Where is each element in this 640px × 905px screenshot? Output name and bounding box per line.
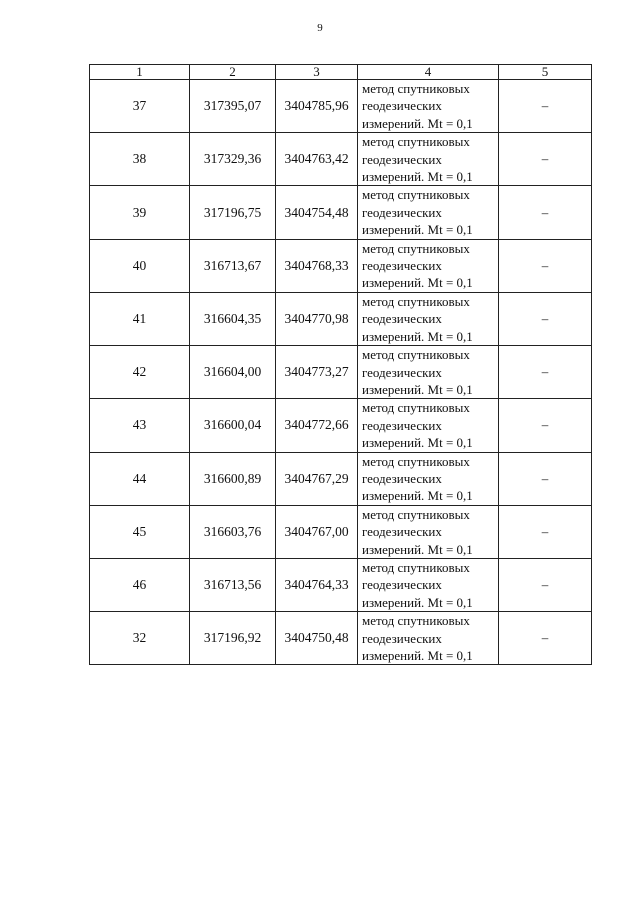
method-line-2: геодезических: [362, 364, 442, 380]
method-line-2: геодезических: [362, 151, 442, 167]
table-row: [90, 558, 592, 611]
method-cell: [358, 186, 499, 239]
x-coordinate-cell: 317395,07: [190, 80, 276, 133]
method-line-2: геодезических: [362, 258, 442, 274]
method-cell: [358, 558, 499, 611]
point-number-cell: 39: [90, 186, 190, 239]
method-line-2: геодезических: [362, 204, 442, 220]
table-body: [90, 80, 592, 665]
method-line-1: метод спутниковых: [362, 134, 470, 150]
point-number-cell: 43: [90, 399, 190, 452]
method-line-2: геодезических: [362, 577, 442, 593]
y-coordinate-cell: 3404754,48: [276, 186, 358, 239]
page-number: 9: [317, 22, 323, 34]
method-cell: [358, 505, 499, 558]
method-line-2: геодезических: [362, 524, 442, 540]
method-line-2: геодезических: [362, 98, 442, 114]
note-cell: –: [499, 346, 592, 399]
method-cell: [358, 80, 499, 133]
point-number-cell: 37: [90, 80, 190, 133]
point-number-cell: 45: [90, 505, 190, 558]
x-coordinate-cell: 316600,04: [190, 399, 276, 452]
note-cell: –: [499, 292, 592, 345]
point-number-cell: 38: [90, 133, 190, 186]
method-line-1: метод спутниковых: [362, 240, 470, 256]
method-line-2: геодезических: [362, 417, 442, 433]
x-coordinate-cell: 316600,89: [190, 452, 276, 505]
method-line-1: метод спутниковых: [362, 187, 470, 203]
method-line-2: геодезических: [362, 630, 442, 646]
header-col-1: 1: [90, 65, 190, 80]
table-row: [90, 186, 592, 239]
method-line-1: метод спутниковых: [362, 506, 470, 522]
point-number-cell: 32: [90, 612, 190, 665]
x-coordinate-cell: 317329,36: [190, 133, 276, 186]
x-coordinate-cell: 316604,35: [190, 292, 276, 345]
note-cell: –: [499, 399, 592, 452]
coordinates-table: [89, 64, 592, 665]
method-line-2: геодезических: [362, 470, 442, 486]
method-line-1: метод спутниковых: [362, 81, 470, 96]
note-cell: –: [499, 186, 592, 239]
x-coordinate-cell: 316713,56: [190, 558, 276, 611]
method-line-3: измерений. Mt = 0,1: [362, 222, 473, 238]
y-coordinate-cell: 3404767,00: [276, 505, 358, 558]
table-row: [90, 612, 592, 665]
table-row: [90, 399, 592, 452]
method-line-1: метод спутниковых: [362, 347, 470, 363]
note-cell: –: [499, 452, 592, 505]
method-line-3: измерений. Mt = 0,1: [362, 541, 473, 557]
table-row: [90, 80, 592, 133]
note-cell: –: [499, 80, 592, 133]
x-coordinate-cell: 316713,67: [190, 239, 276, 292]
method-line-3: измерений. Mt = 0,1: [362, 275, 473, 291]
method-cell: [358, 239, 499, 292]
x-coordinate-cell: 317196,75: [190, 186, 276, 239]
method-line-3: измерений. Mt = 0,1: [362, 488, 473, 504]
note-cell: –: [499, 133, 592, 186]
point-number-cell: 41: [90, 292, 190, 345]
point-number-cell: 42: [90, 346, 190, 399]
y-coordinate-cell: 3404767,29: [276, 452, 358, 505]
method-cell: [358, 346, 499, 399]
y-coordinate-cell: 3404773,27: [276, 346, 358, 399]
table-row: [90, 505, 592, 558]
header-col-4: 4: [358, 65, 499, 80]
table-row: [90, 346, 592, 399]
y-coordinate-cell: 3404772,66: [276, 399, 358, 452]
table-header: [90, 65, 592, 80]
point-number-cell: 44: [90, 452, 190, 505]
note-cell: –: [499, 612, 592, 665]
y-coordinate-cell: 3404763,42: [276, 133, 358, 186]
point-number-cell: 40: [90, 239, 190, 292]
method-line-1: метод спутниковых: [362, 293, 470, 309]
method-line-3: измерений. Mt = 0,1: [362, 435, 473, 451]
method-cell: [358, 399, 499, 452]
header-col-5: 5: [499, 65, 592, 80]
x-coordinate-cell: 316603,76: [190, 505, 276, 558]
y-coordinate-cell: 3404768,33: [276, 239, 358, 292]
method-line-1: метод спутниковых: [362, 613, 470, 629]
method-cell: [358, 292, 499, 345]
header-row: [90, 65, 592, 80]
method-line-3: измерений. Mt = 0,1: [362, 328, 473, 344]
y-coordinate-cell: 3404785,96: [276, 80, 358, 133]
header-col-2: 2: [190, 65, 276, 80]
method-line-1: метод спутниковых: [362, 559, 470, 575]
point-number-cell: 46: [90, 558, 190, 611]
note-cell: –: [499, 558, 592, 611]
method-line-3: измерений. Mt = 0,1: [362, 648, 473, 663]
x-coordinate-cell: 316604,00: [190, 346, 276, 399]
y-coordinate-cell: 3404770,98: [276, 292, 358, 345]
method-cell: [358, 612, 499, 665]
y-coordinate-cell: 3404750,48: [276, 612, 358, 665]
method-line-3: измерений. Mt = 0,1: [362, 594, 473, 610]
method-line-3: измерений. Mt = 0,1: [362, 381, 473, 397]
y-coordinate-cell: 3404764,33: [276, 558, 358, 611]
method-cell: [358, 133, 499, 186]
method-cell: [358, 452, 499, 505]
header-col-3: 3: [276, 65, 358, 80]
table-row: [90, 239, 592, 292]
x-coordinate-cell: 317196,92: [190, 612, 276, 665]
table-row: [90, 452, 592, 505]
table-row: [90, 292, 592, 345]
method-line-3: измерений. Mt = 0,1: [362, 169, 473, 185]
method-line-1: метод спутниковых: [362, 400, 470, 416]
note-cell: –: [499, 505, 592, 558]
method-line-3: измерений. Mt = 0,1: [362, 115, 473, 131]
table-row: [90, 133, 592, 186]
note-cell: –: [499, 239, 592, 292]
method-line-1: метод спутниковых: [362, 453, 470, 469]
method-line-2: геодезических: [362, 311, 442, 327]
